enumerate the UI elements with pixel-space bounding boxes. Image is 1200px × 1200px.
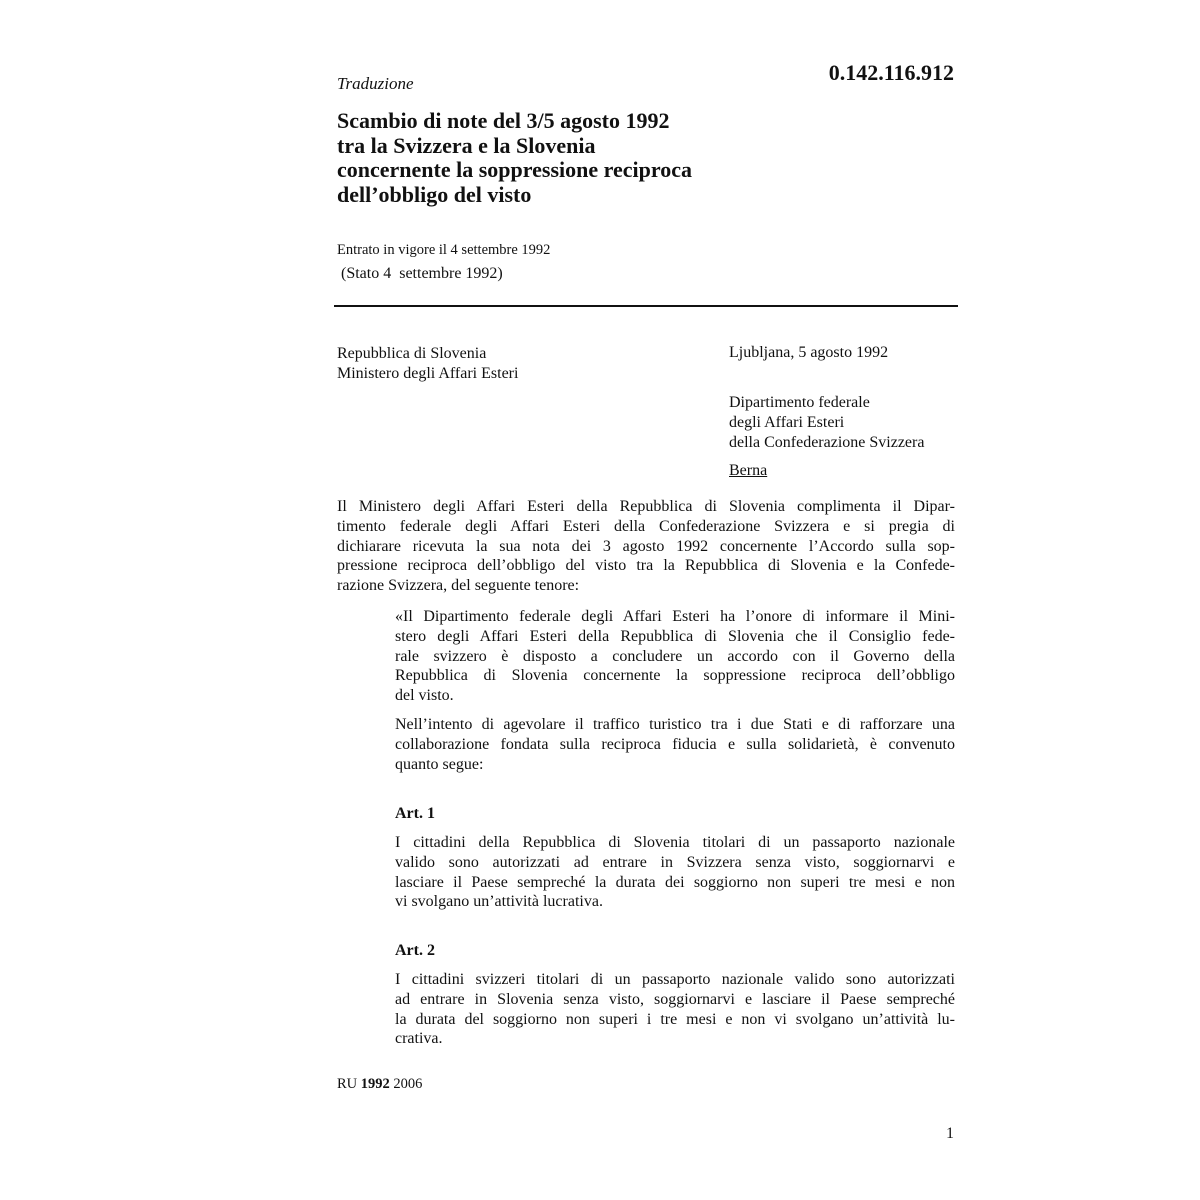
- text-line: crativa.: [395, 1030, 443, 1048]
- recipient-line: Dipartimento federale: [729, 394, 870, 411]
- recipient-line: degli Affari Esteri: [729, 414, 845, 431]
- text-line: rale svizzero è disposto a concludere un accordo con il Governo della: [395, 647, 955, 665]
- entry-into-force: Entrato in vigore il 4 settembre 1992: [337, 242, 551, 258]
- sender-block: [337, 344, 518, 384]
- text-line: timento federale degli Affari Esteri della Confederazione Svizzera e si pregia di: [337, 517, 955, 535]
- text-line: Il Ministero degli Affari Esteri della Repubblica di Slovenia complimenta il Dipar-: [337, 498, 955, 515]
- ru-year: 1992: [360, 1076, 390, 1092]
- text-line: stero degli Affari Esteri della Repubblica di Slovenia che il Consiglio fede-: [395, 627, 955, 645]
- title-line: Scambio di note del 3/5 agosto 1992: [337, 108, 670, 133]
- page-number: 1: [946, 1125, 954, 1142]
- recipient-line: della Confederazione Svizzera: [729, 434, 925, 451]
- text-line: valido sono autorizzati ad entrare in Svizzera senza visto, soggiornarvi e: [395, 853, 955, 871]
- article-1-text: [395, 833, 955, 912]
- text-line: lasciare il Paese sempreché la durata dei soggiorno non superi tre mesi e non: [395, 873, 955, 891]
- text-line: ad entrare in Slovenia senza visto, soggiornarvi e lasciare il Paese sempreché: [395, 990, 955, 1008]
- header-divider: [334, 305, 958, 307]
- text-line: dichiarare ricevuta la sua nota dei 3 agosto 1992 concernente l’Accordo sulla sop-: [337, 537, 955, 555]
- article-2-text: [395, 970, 955, 1049]
- text-line: quanto segue:: [395, 755, 484, 773]
- title-line: tra la Svizzera e la Slovenia: [337, 132, 596, 158]
- quoted-paragraph-1: [395, 607, 955, 706]
- text-line: I cittadini svizzeri titolari di un passaporto nazionale valido sono autorizzati: [395, 971, 955, 988]
- document-title: [337, 109, 757, 207]
- text-line: collaborazione fondata sulla reciproca fiducia e sulla solidarietà, è convenuto: [395, 735, 955, 753]
- title-line: concernente la soppressione reciproca: [337, 157, 693, 182]
- recipient-city: Berna: [729, 462, 768, 479]
- text-line: pressione reciproca dell’obbligo del visto tra la Repubblica di Slovenia e la Confede-: [337, 557, 955, 575]
- text-line: Repubblica di Slovenia concernente la soppressione reciproca dell’obbligo: [395, 667, 955, 685]
- intro-paragraph: [337, 497, 955, 596]
- article-1-heading: Art. 1: [395, 805, 435, 822]
- text-line: del visto.: [395, 687, 454, 705]
- ru-page: 2006: [393, 1076, 423, 1092]
- text-line: «Il Dipartimento federale degli Affari Esteri ha l’onore di informare il Mini-: [395, 608, 955, 625]
- recipient-block: [729, 393, 924, 453]
- ru-prefix: RU: [337, 1076, 358, 1092]
- text-line: razione Svizzera, del seguente tenore:: [337, 577, 580, 595]
- sender-line: Ministero degli Affari Esteri: [337, 365, 519, 382]
- text-line: la durata del soggiorno non superi i tre mesi e non vi svolgano un’attività lu-: [395, 1010, 955, 1028]
- status-date: (Stato 4 settembre 1992): [341, 265, 503, 282]
- translation-label: Traduzione: [337, 74, 414, 93]
- title-line: dell’obbligo del visto: [337, 181, 532, 207]
- quoted-paragraph-2: [395, 715, 955, 774]
- official-collection-reference: [337, 1076, 422, 1093]
- sender-line: Repubblica di Slovenia: [337, 345, 487, 362]
- text-line: Nell’intento di agevolare il traffico turistico tra i due Stati e di rafforzare una: [395, 716, 955, 733]
- text-line: vi svolgano un’attività lucrativa.: [395, 893, 603, 911]
- text-line: I cittadini della Repubblica di Slovenia titolari di un passaporto nazionale: [395, 834, 955, 851]
- article-2-heading: Art. 2: [395, 942, 435, 959]
- place-date: Ljubljana, 5 agosto 1992: [729, 344, 889, 361]
- sr-number: 0.142.116.912: [828, 60, 954, 85]
